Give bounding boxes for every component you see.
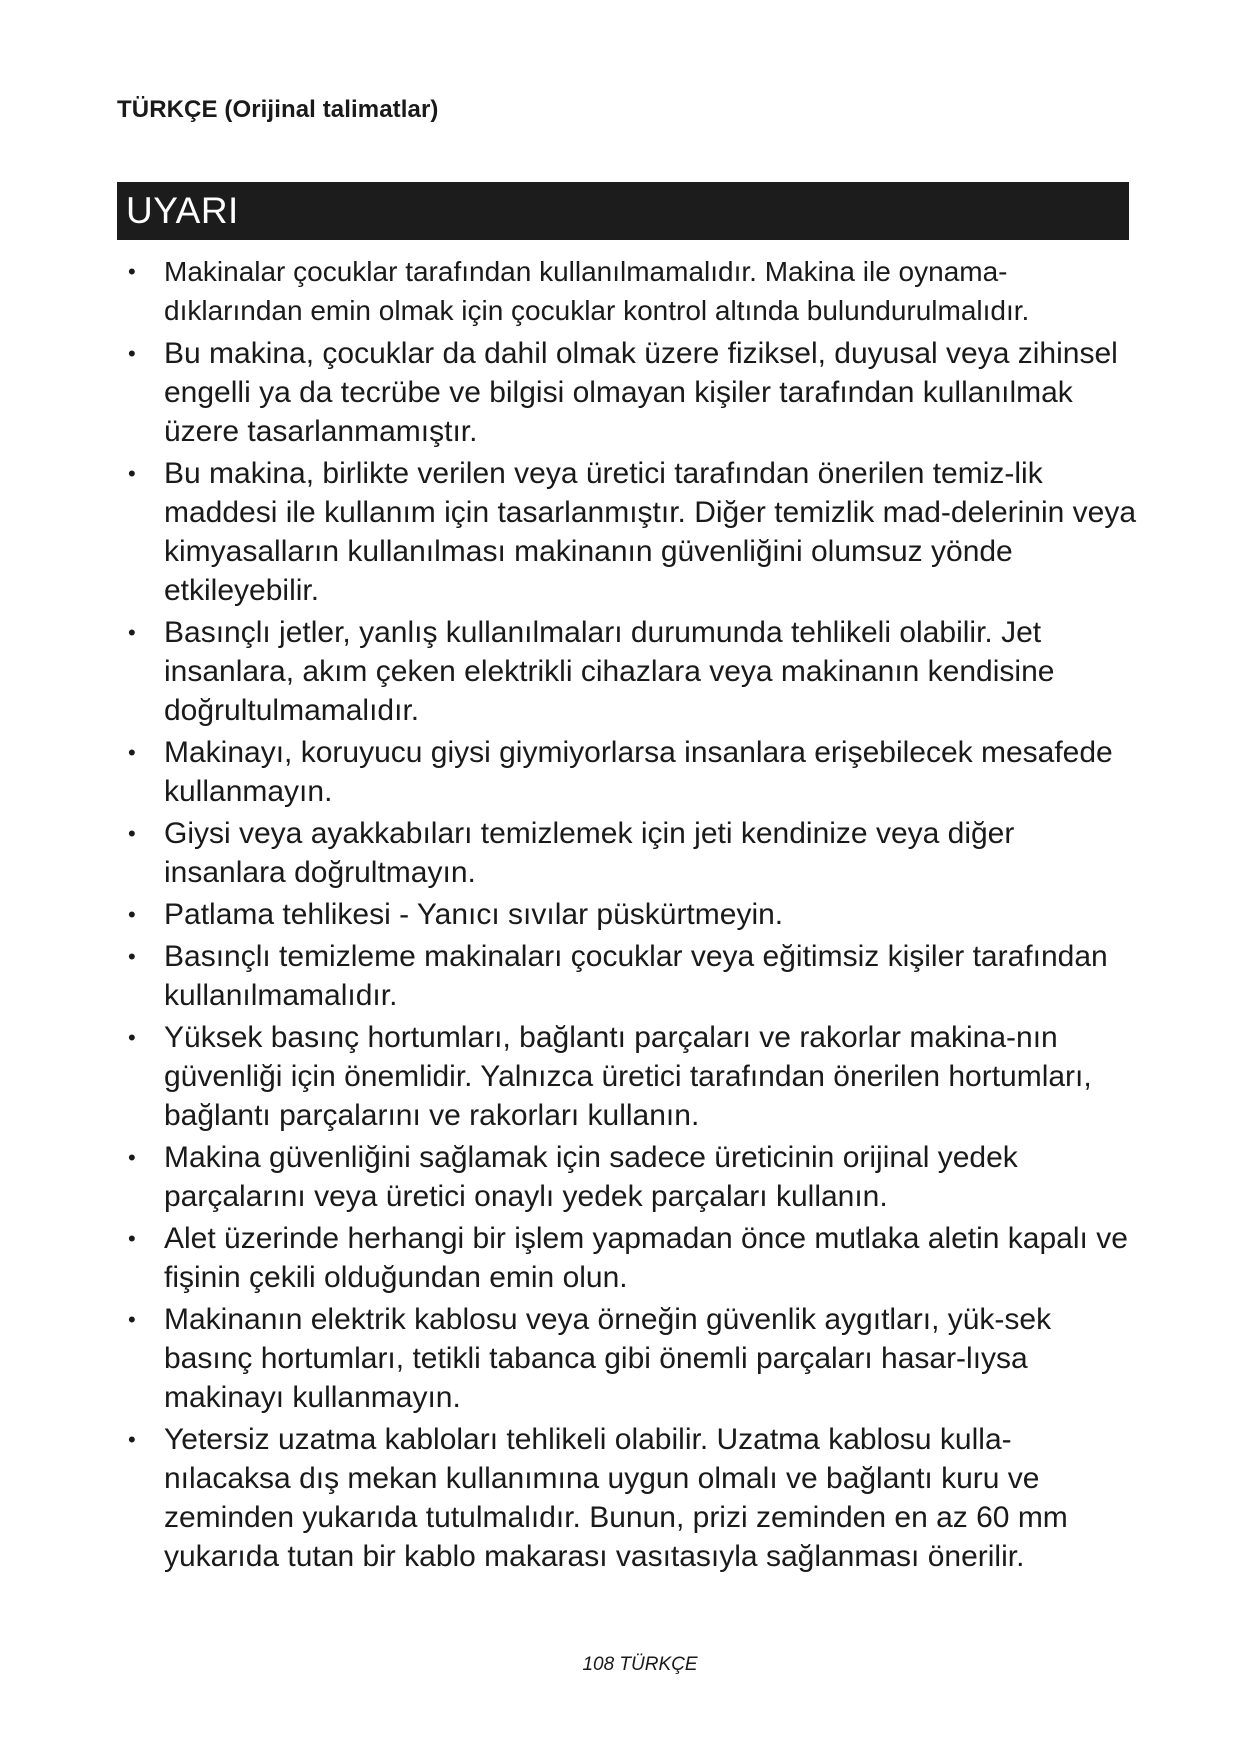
bullet-icon: • — [128, 1226, 136, 1251]
bullet-icon: • — [128, 944, 136, 969]
warning-item — [117, 252, 1137, 330]
warning-item — [117, 334, 1137, 451]
warning-item-text: Yetersiz uzatma kabloları tehlikeli olabilir. Uzatma kablosu kulla-nılacaksa dış mekan kullanımına uygun olmalı ve bağlantı kuru ve zeminden yukarıda tutulmalıdır. Bunun, prizi zeminden en az 60 mm yukarıda tutan bir kablo makarası vasıtasıyla sağlanması önerilir. — [164, 1423, 1068, 1573]
page-number: 108 TÜRKÇE — [582, 1654, 698, 1675]
warning-item — [117, 1219, 1137, 1297]
warning-title: UYARI — [126, 190, 239, 231]
bullet-icon: • — [128, 740, 136, 765]
warning-item — [117, 895, 1137, 934]
warning-item-text: Makinayı, koruyucu giysi giymiyorlarsa insanlara erişebilecek mesafede kullanmayın. — [164, 736, 1113, 808]
bullet-icon: • — [128, 259, 136, 284]
bullet-icon: • — [128, 620, 136, 645]
bullet-icon: • — [128, 461, 136, 486]
bullet-icon: • — [128, 902, 136, 927]
bullet-icon: • — [128, 341, 136, 366]
warning-item — [117, 1138, 1137, 1216]
page-header: TÜRKÇE (Orijinal talimatlar) — [117, 96, 439, 123]
warning-item-text: Makina güvenliğini sağlamak için sadece üreticinin orijinal yedek parçalarını veya üretici onaylı yedek parçaları kullanın. — [164, 1141, 1018, 1213]
warning-item — [117, 1018, 1137, 1135]
warning-item-text: Basınçlı jetler, yanlış kullanılmaları durumunda tehlikeli olabilir. Jet insanlara, akım çeken elektrikli cihazlara veya makinanın kendisine doğrultulmamalıdır. — [164, 616, 1055, 727]
warning-item — [117, 454, 1137, 610]
warning-item — [117, 733, 1137, 811]
warning-item-text: Alet üzerinde herhangi bir işlem yapmadan önce mutlaka aletin kapalı ve fişinin çekili olduğundan emin olun. — [164, 1222, 1128, 1294]
bullet-icon: • — [128, 1025, 136, 1050]
warning-item-text: Patlama tehlikesi - Yanıcı sıvılar püskürtmeyin. — [164, 898, 784, 931]
warning-item-text: Bu makina, çocuklar da dahil olmak üzere fiziksel, duyusal veya zihinsel engelli ya da tecrübe ve bilgisi olmayan kişiler tarafından kullanılmak üzere tasarlanmamıştır. — [164, 337, 1118, 448]
warning-item — [117, 937, 1137, 1015]
bullet-icon: • — [128, 1145, 136, 1170]
warning-item-text: Giysi veya ayakkabıları temizlemek için jeti kendinize veya diğer insanlara doğrultmayın. — [164, 817, 1015, 889]
bullet-icon: • — [128, 1307, 136, 1332]
warning-item-text: Makinanın elektrik kablosu veya örneğin güvenlik aygıtları, yük-sek basınç hortumları, tetikli tabanca gibi önemli parçaları hasar-lıysa makinayı kullanmayın. — [164, 1303, 1052, 1414]
warning-item — [117, 814, 1137, 892]
warning-item — [117, 1300, 1137, 1417]
warning-item-text: Makinalar çocuklar tarafından kullanılmamalıdır. Makina ile oynama-dıklarından emin olmak için çocuklar kontrol altında bulundurulmalıdır. — [164, 256, 1030, 326]
bullet-icon: • — [128, 821, 136, 846]
warning-item — [117, 1420, 1137, 1576]
warning-list — [117, 252, 1137, 1578]
warning-item-text: Yüksek basınç hortumları, bağlantı parçaları ve rakorlar makina-nın güvenliği için önemlidir. Yalnızca üretici tarafından önerilen hortumları, bağlantı parçalarını ve rakorları kullanın. — [164, 1021, 1092, 1132]
warning-item-text: Basınçlı temizleme makinaları çocuklar veya eğitimsiz kişiler tarafından kullanılmamalıdır. — [164, 940, 1108, 1012]
warning-item-text: Bu makina, birlikte verilen veya üretici tarafından önerilen temiz-lik maddesi ile kullanım için tasarlanmıştır. Diğer temizlik mad-delerinin veya kimyasalların kullanılması makinanın güvenliğini olumsuz yönde etkileyebilir. — [164, 457, 1137, 607]
warning-heading-bar — [117, 182, 1129, 240]
bullet-icon: • — [128, 1427, 136, 1452]
warning-item — [117, 613, 1137, 730]
